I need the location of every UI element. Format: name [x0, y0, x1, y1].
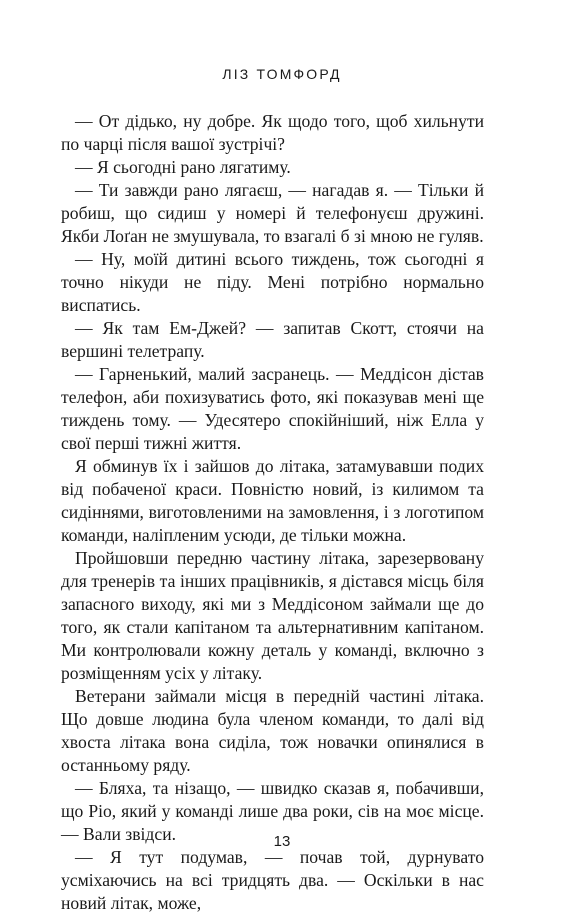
paragraph: — Як там Ем-Джей? — запитав Скотт, стоячи на вершині телетрапу.	[61, 318, 484, 361]
running-head-author: ЛІЗ ТОМФОРД	[222, 66, 342, 82]
paragraph: — Я сьогодні рано лягатиму.	[75, 157, 291, 177]
paragraph: Ветерани займали місця в передній частині літака. Що довше людина була членом команди, то далі від хвоста літака вона сиділа, тож новачки опинялися в останньому ряду.	[61, 686, 484, 775]
paragraph: Пройшовши передню частину літака, зарезервовану для тренерів та інших працівників, я дістався місць біля запасного виходу, які ми з Меддісоном займали ще до того, як стали капітаном та альтернативним капітаном. Ми контролювали кожну деталь у команді, включно з розміщенням усіх у літаку.	[61, 548, 484, 683]
paragraph: — Ну, моїй дитині всього тиждень, тож сьогодні я точно нікуди не піду. Мені потрібно нормально виспатись.	[61, 249, 484, 315]
paragraph: — Я тут подумав, — почав той, дурнувато усміхаючись на всі тридцять два. — Оскільки в нас новий літак, може,	[61, 847, 484, 913]
page-number: 13	[273, 833, 291, 850]
paragraph: — Бляха, та нізащо, — швидко сказав я, побачивши, що Ріо, який у команді лише два роки, сів на моє місце. — Вали звідси.	[61, 778, 484, 844]
paragraph: — Ти завжди рано лягаєш, — нагадав я. — Тільки й робиш, що сидиш у номері й телефонуєш дружині. Якби Лоґан не змушувала, то взагалі б зі мною не гуляв.	[61, 180, 484, 246]
body-text	[61, 110, 484, 915]
paragraph: — Гарненький, малий засранець. — Меддісон дістав телефон, аби похизуватись фото, які показував мені ще тиждень тому. — Удесятеро спокійніший, ніж Елла у свої перші тижні життя.	[61, 364, 484, 453]
paragraph: — От дідько, ну добре. Як щодо того, щоб хильнути по чарці після вашої зустрічі?	[61, 111, 484, 154]
paragraph: Я обминув їх і зайшов до літака, затамувавши подих від побаченої краси. Повністю новий, із килимом та сидіннями, виготовленими на замовлення, і з логотипом команди, наліпленим усюди, де тільки можна.	[61, 456, 484, 545]
